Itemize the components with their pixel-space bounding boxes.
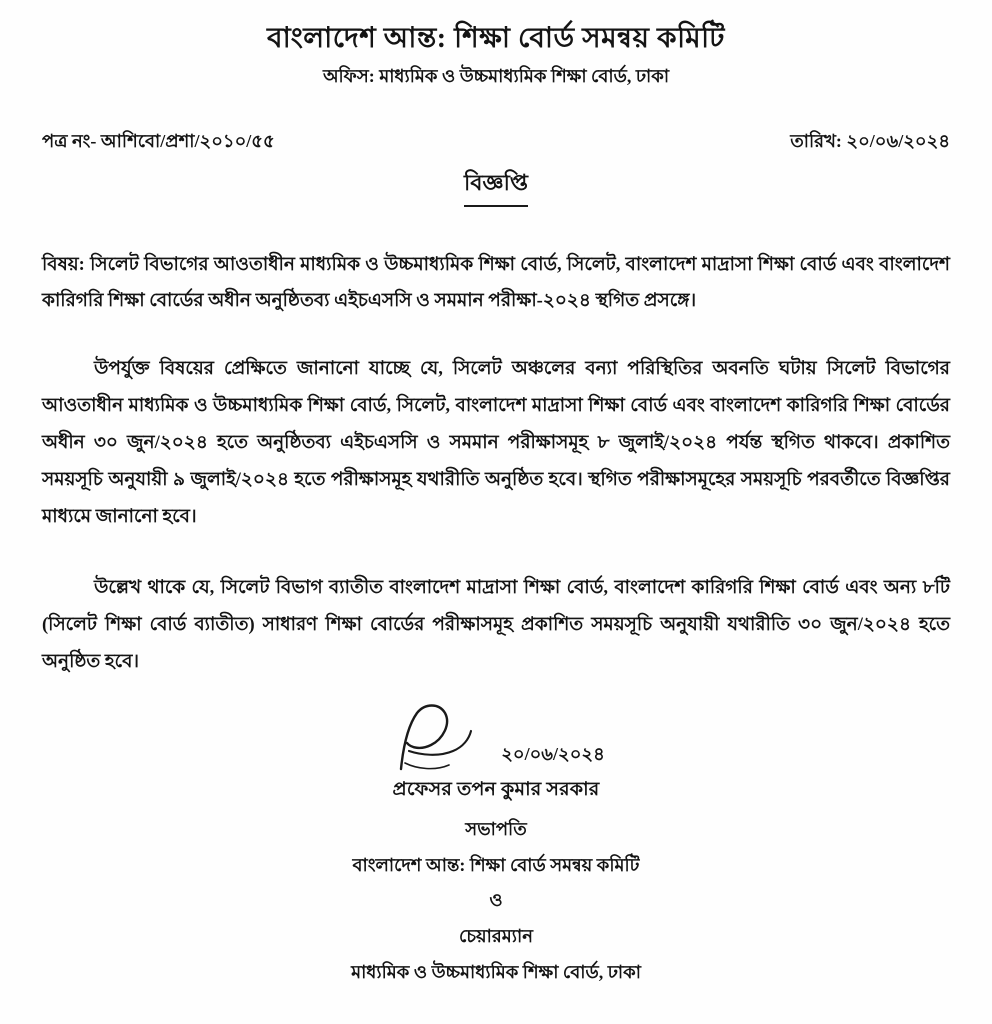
memo-date: তারিখ: ২০/০৬/২০২৪: [790, 130, 950, 151]
signature-block: [42, 699, 950, 986]
signature-row: [42, 699, 950, 777]
notice-heading: [42, 166, 950, 207]
signatory-designation-2: চেয়ারম্যান: [459, 926, 533, 947]
organization-title: বাংলাদেশ আন্ত: শিক্ষা বোর্ড সমন্বয় কমিটি: [267, 23, 725, 54]
body-paragraph-2: উল্লেখ থাকে যে, সিলেট বিভাগ ব্যাতীত বাংলাদেশ মাদ্রাসা শিক্ষা বোর্ড, বাংলাদেশ কারিগরি শিক্ষা বোর্ড এবং অন্য ৮টি (সিলেট শিক্ষা বোর্ড ব্যাতীত) সাধারণ শিক্ষা বোর্ডের পরীক্ষাসমূহ প্রকাশিত সময়সূচি অনুযায়ী যথারীতি ৩০ জুন/২০২৪ হতে অনুষ্ঠিত হবে।: [42, 578, 950, 673]
signatory-organization-2: মাধ্যমিক ও উচ্চমাধ্যমিক শিক্ষা বোর্ড, ঢাকা: [351, 962, 641, 983]
signatory-designation-1: সভাপতি: [465, 819, 527, 840]
signatory-name: প্রফেসর তপন কুমার সরকার: [392, 779, 600, 801]
memo-number: পত্র নং- আশিবো/প্রশা/২০১০/৫৫: [42, 130, 275, 151]
body-paragraph-1: উপর্যুক্ত বিষয়ের প্রেক্ষিতে জানানো যাচ্ছে যে, সিলেট অঞ্চলের বন্যা পরিস্থিতির অবনতি ঘটায় সিলেট বিভাগের আওতাধীন মাধ্যমিক ও উচ্চমাধ্যমিক শিক্ষা বোর্ড, সিলেট, বাংলাদেশ মাদ্রাসা শিক্ষা বোর্ড এবং বাংলাদেশ কারিগরি শিক্ষা বোর্ডের অধীন ৩০ জুন/২০২৪ হতে অনুষ্ঠিতব্য এইচএসসি ও সমমান পরীক্ষাসমূহ ৮ জুলাই/২০২৪ পর্যন্ত স্থগিত থাকবে। প্রকাশিত সময়সূচি অনুযায়ী ৯ জুলাই/২০২৪ হতে পরীক্ষাসমূহ যথারীতি অনুষ্ঠিত হবে। স্থগিত পরীক্ষাসমূহের সময়সূচি পরবর্তীতে বিজ্ঞপ্তির মাধ্যমে জানানো হবে।: [42, 359, 950, 528]
signatory-organization-1: বাংলাদেশ আন্ত: শিক্ষা বোর্ড সমন্বয় কমিটি: [352, 855, 640, 876]
signature-conjunction: ও: [489, 890, 503, 911]
memo-meta-row: [42, 127, 950, 158]
subject-line: বিষয়: সিলেট বিভাগের আওতাধীন মাধ্যমিক ও উচ্চমাধ্যমিক শিক্ষা বোর্ড, সিলেট, বাংলাদেশ মাদ্রাসা শিক্ষা বোর্ড এবং বাংলাদেশ কারিগরি শিক্ষা বোর্ডের অধীন অনুষ্ঠিতব্য এইচএসসি ও সমমান পরীক্ষা-২০২৪ স্থগিত প্রসঙ্গে।: [42, 254, 950, 312]
office-line: অফিস: মাধ্যমিক ও উচ্চমাধ্যমিক শিক্ষা বোর্ড, ঢাকা: [322, 65, 670, 86]
signature-date: ২০/০৬/২০২৪: [501, 744, 605, 765]
handwritten-signature-icon: [387, 699, 483, 777]
notice-heading-text: বিজ্ঞপ্তি: [464, 166, 528, 207]
document-header: [42, 20, 950, 89]
